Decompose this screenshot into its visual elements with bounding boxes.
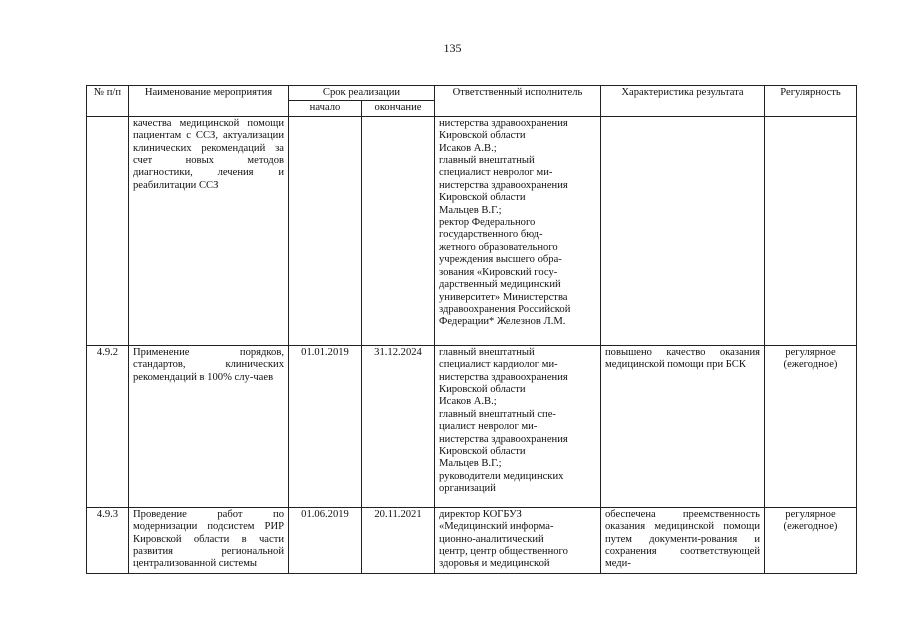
row-start (289, 116, 362, 345)
header-start: начало (289, 101, 362, 116)
executor-line: зования «Кировский госу- (439, 266, 558, 278)
executor-line: Мальцев В.Г.; (439, 458, 502, 470)
executor-line: нистерства здравоохранения (439, 371, 568, 383)
executor-line: руководители медицинских (439, 470, 564, 482)
header-name: Наименование мероприятия (129, 86, 289, 117)
executor-line: ционно-аналитический (439, 533, 544, 545)
executor-line: Кировской области (439, 192, 526, 204)
executor-line: государственного бюд- (439, 229, 543, 241)
executor-line: нистерства здравоохранения (439, 179, 568, 191)
executor-line: Кировской области (439, 384, 526, 396)
row-result: обеспечена преемственность оказания медицинской помощи путем документи-рования и сохранения соответствующей меди- (601, 507, 765, 573)
executor-line: Мальцев В.Г.; (439, 204, 502, 216)
row-regularity: регулярное (ежегодное) (765, 507, 857, 573)
header-num: № п/п (87, 86, 129, 117)
header-row-1 (87, 86, 857, 101)
row-end: 31.12.2024 (362, 345, 435, 507)
header-end: окончание (362, 101, 435, 116)
executor-line: дарственный медицинский (439, 279, 561, 291)
executor-line: университет» Министерства (439, 291, 568, 303)
row-num: 4.9.3 (87, 507, 129, 573)
row-end: 20.11.2021 (362, 507, 435, 573)
row-result: повышено качество оказания медицинской помощи при БСК (601, 345, 765, 507)
executor-line: специалист невролог ми- (439, 167, 553, 179)
executor-line: здравоохранения Российской (439, 303, 571, 315)
row-end (362, 116, 435, 345)
header-regularity: Регулярность (765, 86, 857, 117)
executor-line: специалист кардиолог ми- (439, 359, 558, 371)
executor-line: здоровья и медицинской (439, 558, 550, 570)
row-regularity: регулярное (ежегодное) (765, 345, 857, 507)
table-row (87, 507, 857, 573)
executor-line: нистерства здравоохранения (439, 433, 568, 445)
header-executor: Ответственный исполнитель (435, 86, 601, 117)
executor-line: циалист невролог ми- (439, 421, 538, 433)
events-table (86, 85, 857, 574)
executor-line: центр, центр общественного (439, 546, 568, 558)
row-name: Проведение работ по модернизации подсистем РИР Кировской области в части развития региональной централизованной системы (129, 507, 289, 573)
row-start: 01.06.2019 (289, 507, 362, 573)
executor-line: нистерства здравоохранения (439, 117, 568, 129)
table-row (87, 345, 857, 507)
row-name: Применение порядков, стандартов, клинических рекомендаций в 100% слу-чаев (129, 345, 289, 507)
executor-line: Исаков А.В.; (439, 142, 497, 154)
header-period: Срок реализации (289, 86, 435, 101)
page-number: 135 (443, 41, 462, 55)
executor-line: ректор Федерального (439, 217, 536, 229)
executor-line: Кировской области (439, 130, 526, 142)
executor-line: директор КОГБУЗ (439, 508, 522, 520)
row-result (601, 116, 765, 345)
row-start: 01.01.2019 (289, 345, 362, 507)
executor-line: учреждения высшего обра- (439, 254, 562, 266)
row-regularity (765, 116, 857, 345)
executor-line: Исаков А.В.; (439, 396, 497, 408)
executor-line: главный внештатный (439, 346, 535, 358)
table-row (87, 116, 857, 345)
executor-line: Федерации* Железнов Л.М. (439, 316, 566, 328)
executor-line: главный внештатный (439, 155, 535, 167)
row-name: качества медицинской помощи пациентам с ССЗ, актуализации клинических рекомендаций за счет новых методов диагностики, лечения и реабилитации ССЗ (129, 116, 289, 345)
executor-line: жетного образовательного (439, 241, 558, 253)
header-result: Характеристика результата (601, 86, 765, 117)
row-executor (435, 507, 601, 573)
row-executor (435, 116, 601, 345)
executor-line: главный внештатный спе- (439, 408, 556, 420)
row-num (87, 116, 129, 345)
executor-line: «Медицинский информа- (439, 521, 554, 533)
executor-line: организаций (439, 483, 496, 495)
row-num: 4.9.2 (87, 345, 129, 507)
executor-line: Кировской области (439, 446, 526, 458)
row-executor (435, 345, 601, 507)
